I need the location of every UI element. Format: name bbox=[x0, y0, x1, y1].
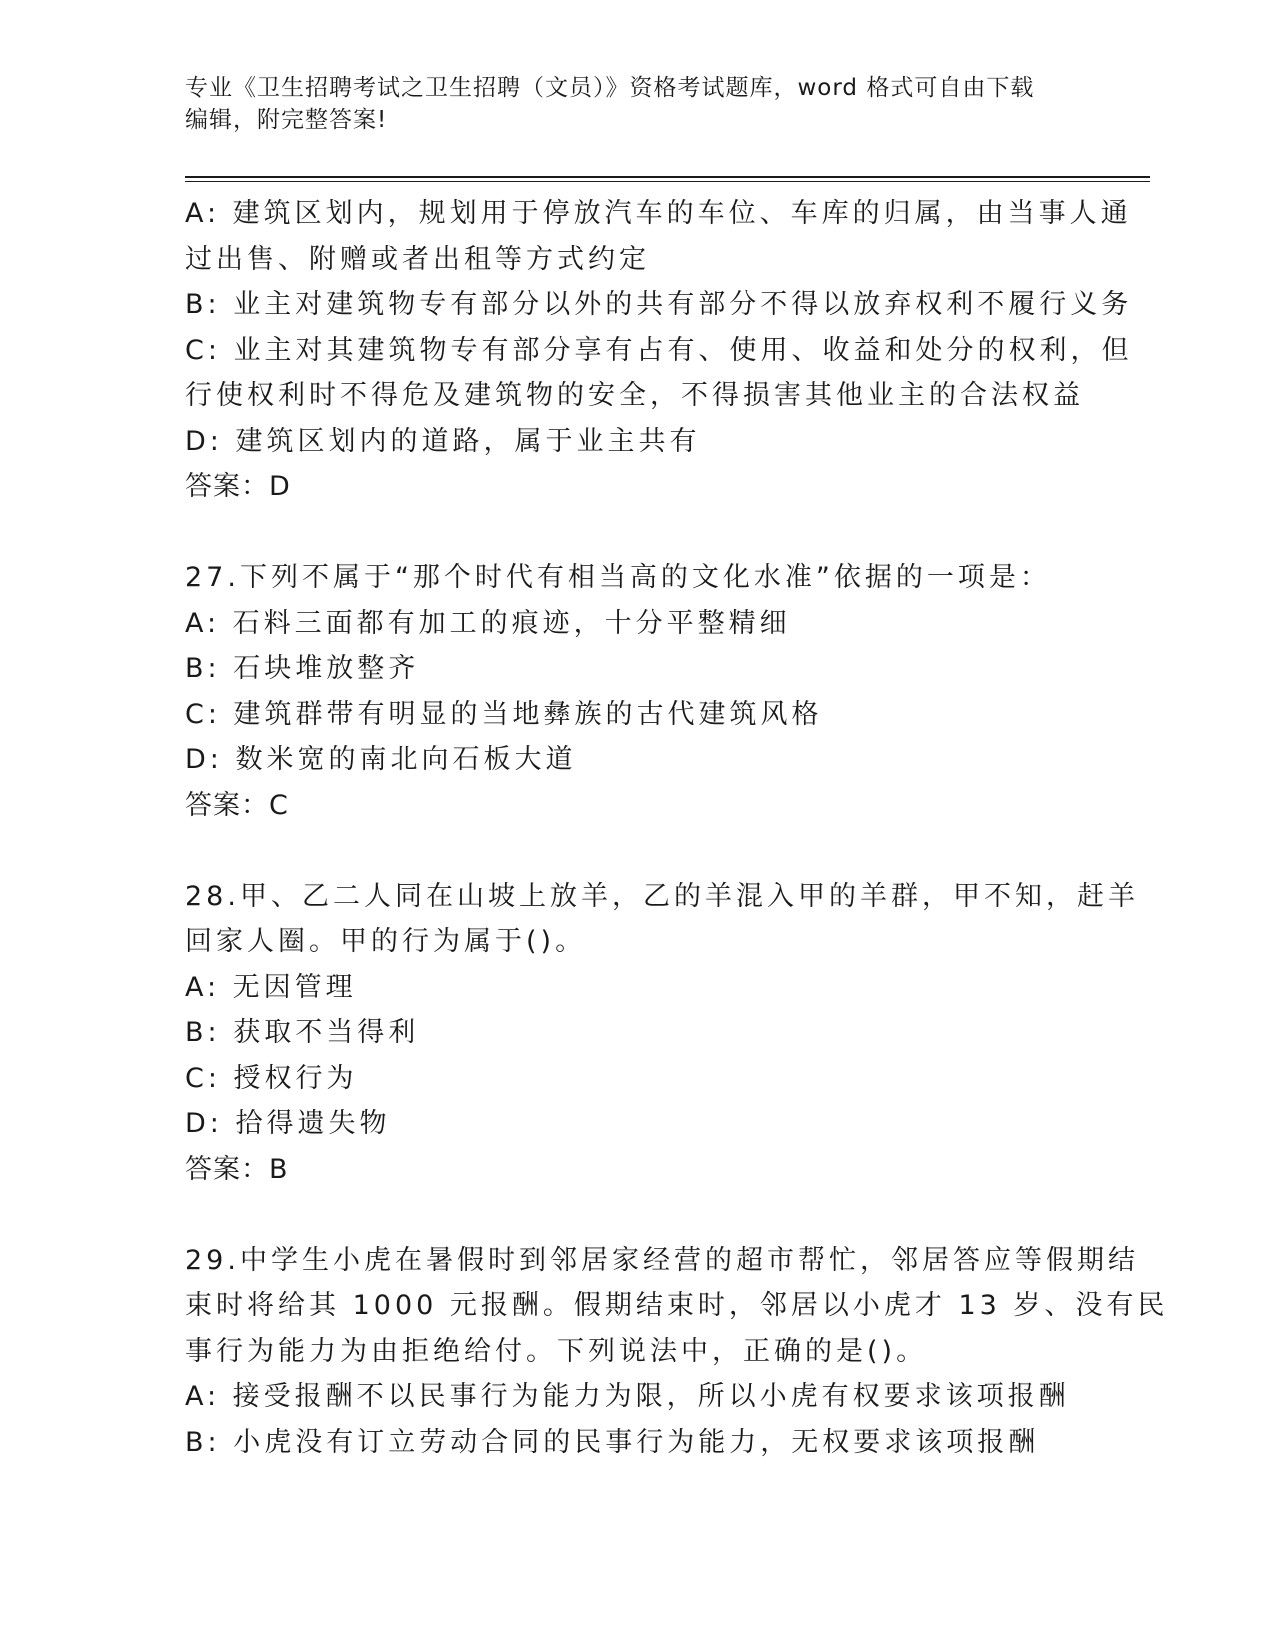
answer-label: 答案：B bbox=[185, 1153, 289, 1185]
question-27 bbox=[185, 555, 1085, 828]
option-text: B: 业主对建筑物专有部分以外的共有部分不得以放弃权利不履行义务 bbox=[185, 289, 1133, 320]
option-text: D: 拾得遗失物 bbox=[185, 1108, 391, 1139]
option-text: C: 授权行为 bbox=[185, 1062, 358, 1094]
spacer bbox=[185, 510, 1085, 556]
document-header bbox=[185, 72, 1065, 136]
question-text: 29.中学生小虎在暑假时到邻居家经营的超市帮忙，邻居答应等假期结 bbox=[185, 1244, 1139, 1276]
option-text: 过出售、附赠或者出租等方式约定 bbox=[185, 243, 650, 275]
question-text: 28.甲、乙二人同在山坡上放羊，乙的羊混入甲的羊群，甲不知，赶羊 bbox=[185, 880, 1139, 912]
spacer bbox=[185, 1192, 1085, 1238]
header-divider-thick bbox=[185, 176, 1150, 178]
question-list bbox=[185, 191, 1169, 1465]
question-29 bbox=[185, 1238, 1169, 1466]
option-text: C: 业主对其建筑物专有部分享有占有、使用、收益和处分的权利，但 bbox=[185, 334, 1133, 366]
option-text: A: 无因管理 bbox=[185, 971, 357, 1003]
question-28 bbox=[185, 874, 1139, 1193]
option-text: D: 建筑区划内的道路，属于业主共有 bbox=[185, 425, 701, 457]
question-text: 回家人圈。甲的行为属于()。 bbox=[185, 926, 587, 957]
question-text: 束时将给其 1000 元报酬。假期结束时，邻居以小虎才 13 岁、没有民 bbox=[185, 1290, 1169, 1321]
header-line-2: 编辑，附完整答案! bbox=[185, 107, 388, 133]
question-26 bbox=[185, 191, 1133, 510]
header-line-1: 专业《卫生招聘考试之卫生招聘（文员）》资格考试题库，word 格式可自由下载 bbox=[185, 75, 1035, 101]
option-text: C: 建筑群带有明显的当地彝族的古代建筑风格 bbox=[185, 698, 823, 730]
spacer bbox=[185, 828, 1085, 874]
option-text: 行使权利时不得危及建筑物的安全，不得损害其他业主的合法权益 bbox=[185, 380, 1084, 411]
question-text: 事行为能力为由拒绝给付。下列说法中，正确的是()。 bbox=[185, 1335, 928, 1367]
answer-label: 答案：C bbox=[185, 789, 289, 821]
answer-label: 答案：D bbox=[185, 471, 291, 502]
option-text: B: 获取不当得利 bbox=[185, 1017, 420, 1048]
option-text: A: 接受报酬不以民事行为能力为限，所以小虎有权要求该项报酬 bbox=[185, 1381, 1070, 1412]
header-divider-thin bbox=[185, 181, 1150, 182]
option-text: B: 石块堆放整齐 bbox=[185, 653, 420, 684]
option-text: B: 小虎没有订立劳动合同的民事行为能力，无权要求该项报酬 bbox=[185, 1426, 1040, 1458]
option-text: A: 石料三面都有加工的痕迹，十分平整精细 bbox=[185, 607, 791, 639]
option-text: D: 数米宽的南北向石板大道 bbox=[185, 744, 577, 775]
question-text: 27.下列不属于“那个时代有相当高的文化水准”依据的一项是： bbox=[185, 562, 1051, 593]
option-text: A: 建筑区划内，规划用于停放汽车的车位、车库的归属，由当事人通 bbox=[185, 198, 1132, 229]
